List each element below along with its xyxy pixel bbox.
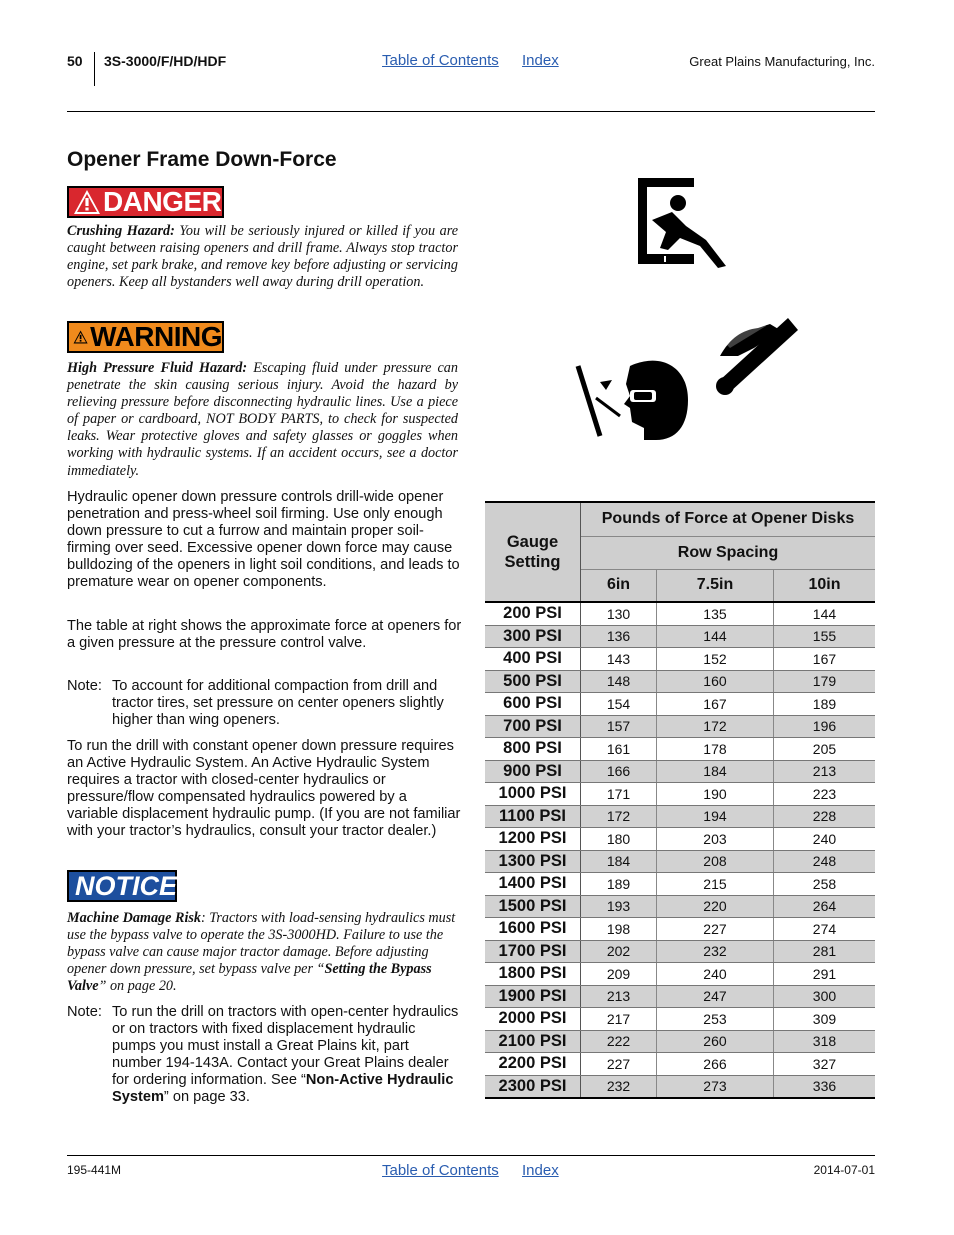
force-value-cell: 273 — [657, 1075, 774, 1098]
force-value-cell: 196 — [773, 715, 875, 738]
force-value-cell: 130 — [581, 602, 657, 625]
danger-hazard-title: Crushing Hazard: — [67, 223, 175, 239]
table-row — [485, 625, 875, 648]
warning-hazard-title: High Pressure Fluid Hazard: — [67, 360, 248, 376]
gauge-cell: 1300 PSI — [485, 850, 581, 873]
force-table — [485, 501, 875, 1099]
force-value-cell: 222 — [581, 1030, 657, 1053]
gauge-cell: 1600 PSI — [485, 918, 581, 941]
force-value-cell: 190 — [657, 783, 774, 806]
notice-sign — [67, 870, 177, 902]
gauge-cell: 600 PSI — [485, 693, 581, 716]
doc-number: 195-441M — [67, 1163, 122, 1177]
warning-body: Escaping fluid under pressure can penetrate the skin causing serious injury. Avoid the hazard by relieving pressure before disconnecting hydraulic lines. Use a piece of paper or cardboard, NOT BODY PARTS, to check for suspected leaks. Wear protective gloves and safety glasses or goggles when working with hydraulic systems. If an accident occurs, see a doctor immediately. — [67, 360, 458, 479]
force-value-cell: 309 — [773, 1008, 875, 1031]
force-value-cell: 193 — [581, 895, 657, 918]
force-value-cell: 178 — [657, 738, 774, 761]
danger-sign — [67, 186, 224, 218]
footer-index-link[interactable]: Index — [522, 1162, 559, 1179]
paragraph-2: The table at right shows the approximate force at openers for a given pressure at the pressure control valve. — [67, 618, 462, 652]
gauge-cell: 2100 PSI — [485, 1030, 581, 1053]
warning-label: WARNING — [90, 321, 222, 352]
note-2 — [67, 1004, 462, 1107]
force-value-cell: 240 — [657, 963, 774, 986]
company-name: Great Plains Manufacturing, Inc. — [689, 54, 875, 69]
gauge-cell: 1200 PSI — [485, 828, 581, 851]
force-value-cell: 157 — [581, 715, 657, 738]
column-header-10in: 10in — [773, 569, 875, 602]
force-value-cell: 248 — [773, 850, 875, 873]
table-row — [485, 805, 875, 828]
gauge-cell: 1100 PSI — [485, 805, 581, 828]
force-value-cell: 198 — [581, 918, 657, 941]
table-row — [485, 918, 875, 941]
force-value-cell: 223 — [773, 783, 875, 806]
force-value-cell: 154 — [581, 693, 657, 716]
danger-label: DANGER — [103, 186, 222, 217]
force-value-cell: 300 — [773, 985, 875, 1008]
force-value-cell: 217 — [581, 1008, 657, 1031]
header-divider — [94, 52, 95, 86]
safety-pictograms-figure — [560, 170, 880, 450]
force-value-cell: 209 — [581, 963, 657, 986]
table-row — [485, 940, 875, 963]
force-value-cell: 152 — [657, 648, 774, 671]
table-row — [485, 963, 875, 986]
notice-body: : Tractors with load-sensing hydraulics must use the bypass valve to operate the 3S-3000HD. Failure to use the bypass valve can cause major tractor damage. Before adjusting opener down pressure, set bypass valve per “ — [67, 910, 456, 978]
force-value-cell: 291 — [773, 963, 875, 986]
gauge-cell: 2300 PSI — [485, 1075, 581, 1098]
table-row — [485, 738, 875, 761]
table-row — [485, 873, 875, 896]
force-value-cell: 184 — [581, 850, 657, 873]
force-value-cell: 208 — [657, 850, 774, 873]
table-row — [485, 783, 875, 806]
notice-label: NOTICE — [75, 870, 178, 901]
force-value-cell: 166 — [581, 760, 657, 783]
warning-sign — [67, 321, 224, 353]
note-1-label: Note: — [67, 678, 102, 694]
warning-text — [67, 360, 458, 480]
gauge-cell: 1700 PSI — [485, 940, 581, 963]
force-value-cell: 180 — [581, 828, 657, 851]
force-value-cell: 171 — [581, 783, 657, 806]
force-table-body — [485, 602, 875, 1098]
table-row — [485, 895, 875, 918]
force-value-cell: 264 — [773, 895, 875, 918]
crush-hazard-icon — [638, 178, 726, 268]
notice-ref: Setting the Bypass Valve — [67, 961, 432, 995]
page-number: 50 — [67, 53, 83, 69]
force-value-cell: 189 — [581, 873, 657, 896]
force-value-cell: 155 — [773, 625, 875, 648]
force-value-cell: 274 — [773, 918, 875, 941]
gauge-cell: 1000 PSI — [485, 783, 581, 806]
force-value-cell: 336 — [773, 1075, 875, 1098]
force-value-cell: 213 — [581, 985, 657, 1008]
table-row — [485, 715, 875, 738]
force-value-cell: 179 — [773, 670, 875, 693]
force-value-cell: 266 — [657, 1053, 774, 1076]
gauge-cell: 900 PSI — [485, 760, 581, 783]
column-header-7-5in: 7.5in — [657, 569, 774, 602]
eye-protection-icon — [578, 361, 688, 440]
table-row — [485, 602, 875, 625]
force-value-cell: 227 — [581, 1053, 657, 1076]
danger-body: You will be seriously injured or killed if you are caught between raising openers and drill frame. Always stop tractor engine, set park brake, and remove key before adjusting or servicing openers. Keep all bystanders well away during drill operation. — [67, 223, 458, 291]
gauge-cell: 500 PSI — [485, 670, 581, 693]
note-2-link-text: Non-Active Hydraulic System — [112, 1072, 454, 1106]
model-title: 3S-3000/F/HD/HDF — [104, 53, 227, 69]
footer-toc-link[interactable]: Table of Contents — [382, 1162, 499, 1179]
force-value-cell: 327 — [773, 1053, 875, 1076]
gauge-setting-header: Gauge Setting — [485, 502, 581, 602]
force-value-cell: 136 — [581, 625, 657, 648]
force-value-cell: 247 — [657, 985, 774, 1008]
alert-triangle-icon — [73, 189, 101, 215]
row-spacing-header: Row Spacing — [581, 536, 876, 569]
header-rule — [67, 111, 875, 112]
notice-ref-tail: ” on page 20. — [98, 978, 177, 995]
force-value-cell: 144 — [657, 625, 774, 648]
force-value-cell: 143 — [581, 648, 657, 671]
table-row — [485, 828, 875, 851]
force-value-cell: 135 — [657, 602, 774, 625]
table-row — [485, 1030, 875, 1053]
force-value-cell: 258 — [773, 873, 875, 896]
gauge-cell: 200 PSI — [485, 602, 581, 625]
footer-rule — [67, 1155, 875, 1156]
table-row — [485, 1075, 875, 1098]
force-value-cell: 167 — [657, 693, 774, 716]
gauge-cell: 2200 PSI — [485, 1053, 581, 1076]
gauge-cell: 1500 PSI — [485, 895, 581, 918]
force-value-cell: 215 — [657, 873, 774, 896]
force-value-cell: 172 — [581, 805, 657, 828]
note-1 — [67, 678, 462, 729]
notice-risk-title: Machine Damage Risk — [67, 910, 201, 926]
force-value-cell: 205 — [773, 738, 875, 761]
force-value-cell: 232 — [581, 1075, 657, 1098]
force-value-cell: 227 — [657, 918, 774, 941]
table-row — [485, 850, 875, 873]
footer-date: 2014-07-01 — [813, 1163, 875, 1177]
paragraph-3: To run the drill with constant opener down pressure requires an Active Hydraulic System. An Active Hydraulic System requires a tractor with closed-center hydraulics or pressure/flow compensated hydraulics powered by a variable displacement hydraulic pump. (If you are not familiar with your tractor’s hydraulics, consult your tractor dealer.) — [67, 738, 461, 840]
paragraph-1: Hydraulic opener down pressure controls drill-wide opener penetration and press-wheel soil firming. Use only enough down pressure to cut a furrow and maintain proper soil-firming over seed. Excessive opener down force may cause bulldozing of the openers in light soil conditions, and leads to premature wear on opener components. — [67, 489, 460, 591]
table-row — [485, 985, 875, 1008]
force-value-cell: 253 — [657, 1008, 774, 1031]
force-value-cell: 144 — [773, 602, 875, 625]
table-row — [485, 1008, 875, 1031]
note-2-tail: ” on page 33. — [163, 1089, 250, 1106]
gauge-cell: 2000 PSI — [485, 1008, 581, 1031]
table-row — [485, 648, 875, 671]
table-row — [485, 760, 875, 783]
force-header: Pounds of Force at Opener Disks — [581, 502, 876, 536]
gauge-cell: 1400 PSI — [485, 873, 581, 896]
header-toc-link[interactable]: Table of Contents — [382, 52, 499, 69]
gauge-cell: 1800 PSI — [485, 963, 581, 986]
force-value-cell: 318 — [773, 1030, 875, 1053]
notice-text — [67, 910, 458, 995]
gauge-cell: 800 PSI — [485, 738, 581, 761]
fluid-injection-icon — [716, 318, 798, 395]
section-title: Opener Frame Down-Force — [67, 148, 337, 171]
table-row — [485, 693, 875, 716]
header-index-link[interactable]: Index — [522, 52, 559, 69]
table-row — [485, 670, 875, 693]
force-value-cell: 232 — [657, 940, 774, 963]
force-value-cell: 148 — [581, 670, 657, 693]
note-2-label: Note: — [67, 1004, 102, 1020]
force-value-cell: 281 — [773, 940, 875, 963]
gauge-cell: 1900 PSI — [485, 985, 581, 1008]
force-value-cell: 172 — [657, 715, 774, 738]
table-row — [485, 1053, 875, 1076]
force-value-cell: 213 — [773, 760, 875, 783]
force-value-cell: 203 — [657, 828, 774, 851]
force-value-cell: 240 — [773, 828, 875, 851]
note-2-text: To run the drill on tractors with open-center hydraulics or on tractors with fixed displacement hydraulic pumps you must install a Great Plains kit, part number 194-143A. Contact your Great Plains dealer for ordering information. See “ — [112, 1004, 459, 1089]
danger-text — [67, 223, 458, 291]
note-1-text: To account for additional compaction from drill and tractor tires, set pressure on center openers slightly higher than wing openers. — [112, 678, 444, 729]
column-header-6in: 6in — [581, 569, 657, 602]
gauge-cell: 400 PSI — [485, 648, 581, 671]
force-value-cell: 189 — [773, 693, 875, 716]
force-value-cell: 160 — [657, 670, 774, 693]
force-value-cell: 167 — [773, 648, 875, 671]
gauge-cell: 700 PSI — [485, 715, 581, 738]
force-value-cell: 194 — [657, 805, 774, 828]
force-value-cell: 260 — [657, 1030, 774, 1053]
force-value-cell: 228 — [773, 805, 875, 828]
force-value-cell: 202 — [581, 940, 657, 963]
gauge-cell: 300 PSI — [485, 625, 581, 648]
alert-triangle-icon — [73, 324, 88, 350]
force-value-cell: 220 — [657, 895, 774, 918]
force-value-cell: 184 — [657, 760, 774, 783]
force-value-cell: 161 — [581, 738, 657, 761]
